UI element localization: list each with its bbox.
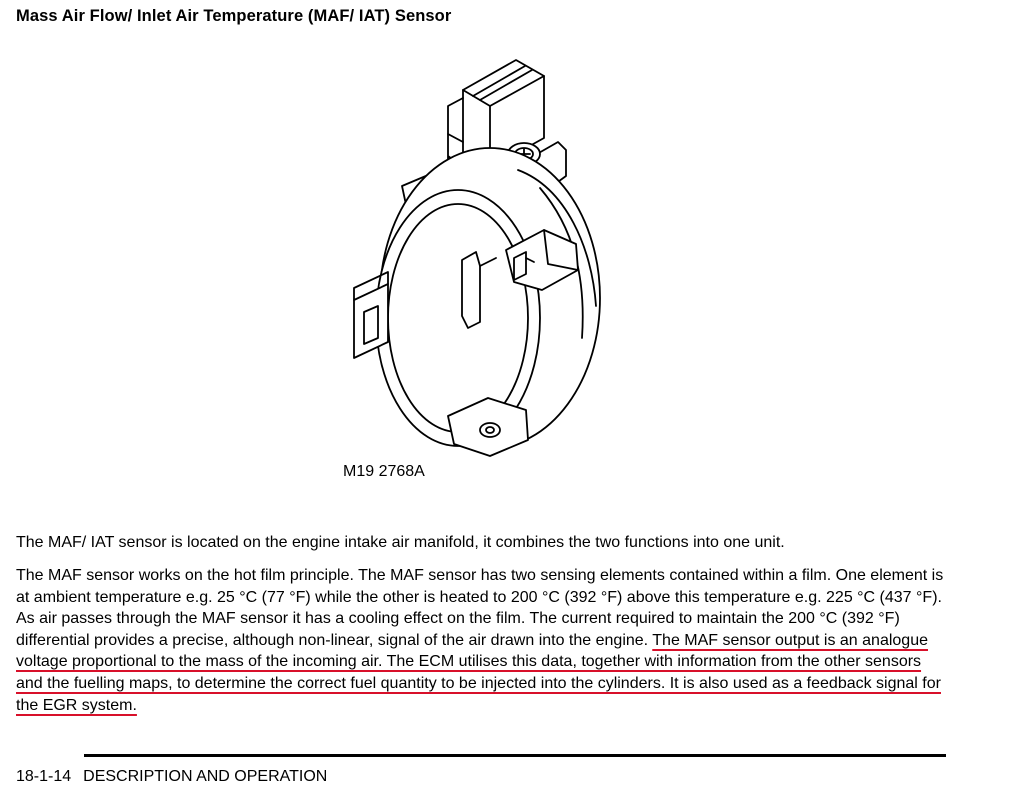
page-title: Mass Air Flow/ Inlet Air Temperature (MAF/ IAT) Sensor — [16, 7, 452, 25]
intro-paragraph: The MAF/ IAT sensor is located on the engine intake air manifold, it combines the two functions into one unit. — [16, 534, 785, 551]
footer-rule — [84, 754, 946, 757]
maf-sensor-illustration — [330, 38, 650, 478]
section-title: DESCRIPTION AND OPERATION — [83, 768, 328, 785]
highlighted-operation-text: The MAF sensor output is an analogue voltage proportional to the mass of the incoming air. The ECM utilises this data, together with information from the other sensors and the fuelling maps, to determine the correct fuel quantity to be injected into the cylinders. It is also used as a feedback signal for the EGR system. — [16, 631, 941, 714]
page-footer — [16, 768, 327, 786]
maf-sensor-icon — [330, 38, 650, 478]
page-number: 18-1-14 — [16, 768, 72, 785]
operation-paragraph — [16, 565, 951, 716]
figure-reference: M19 2768A — [343, 463, 425, 480]
operation-text: The MAF sensor works on the hot film principle. The MAF sensor has two sensing elements contained within a film. One element is at ambient temperature e.g. 25 °C (77 °F) while the other is heated to 200 °C (392 °F) above this temperature e.g. 225 °C (437 °F). As air passes through the MAF sensor it has a cooling effect on the film. The current required to maintain the 200 °C (392 °F) differential provides a precise, although non-linear, signal of the air drawn into the engine. — [16, 567, 944, 649]
